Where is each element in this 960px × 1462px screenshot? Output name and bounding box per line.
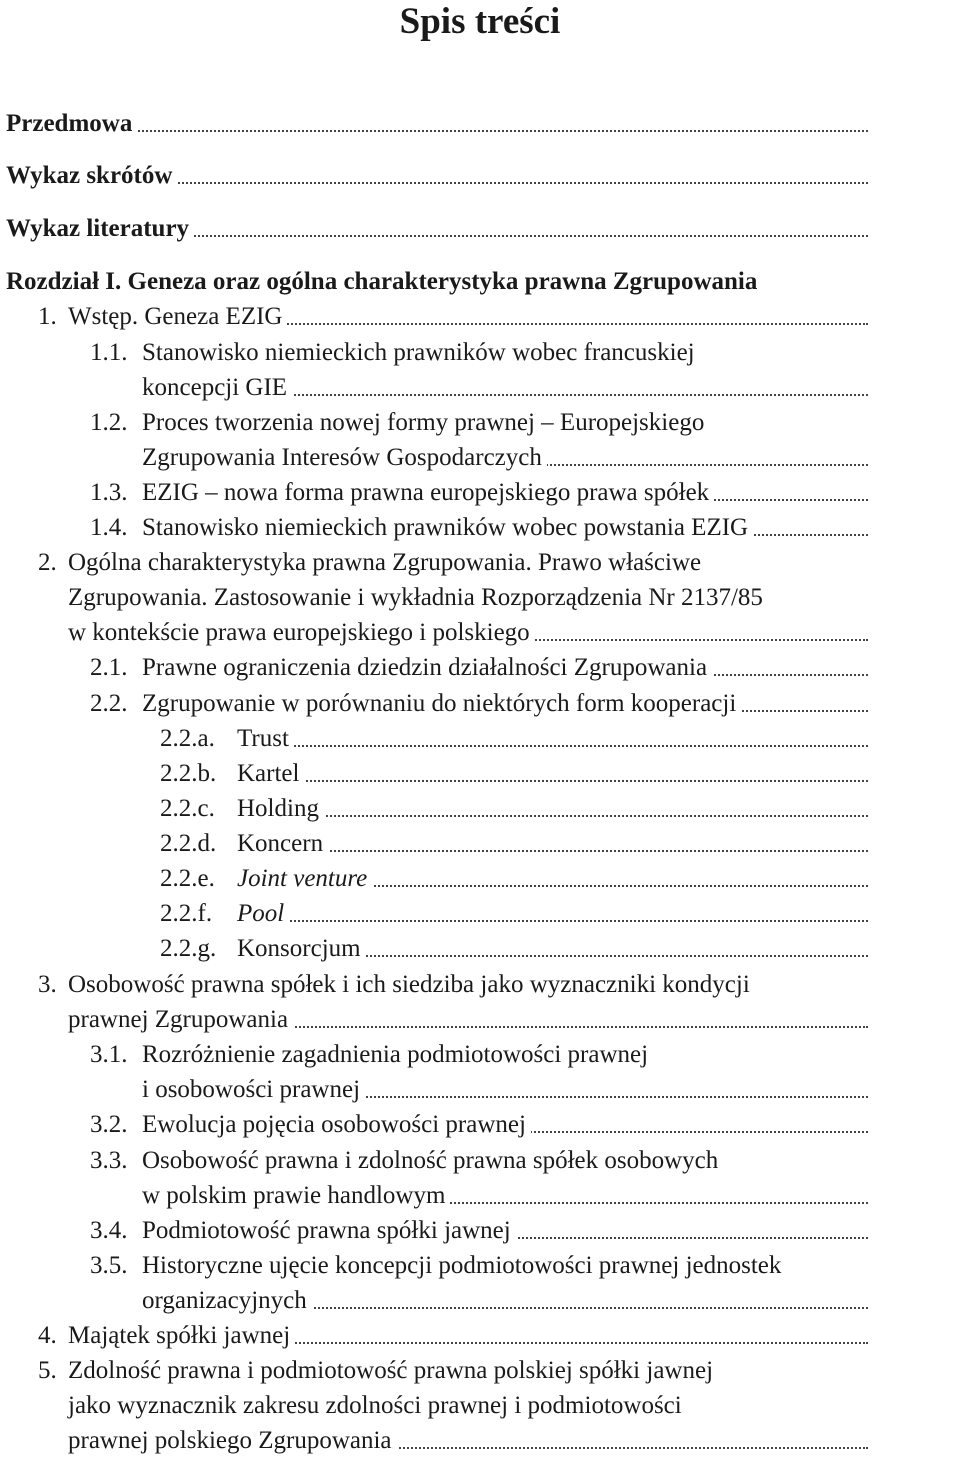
entry-title-continuation: Stanowisko niemieckich prawników wobec francuskiej	[142, 335, 700, 370]
entry-title: Wykaz skrótów	[6, 158, 177, 193]
entry-title: organizacyjnych	[142, 1283, 312, 1318]
entry-title: w polskim prawie handlowym	[142, 1178, 450, 1213]
entry-number: 2.2.f.	[160, 900, 213, 927]
entry-title: Holding	[237, 791, 324, 826]
entry-number: 3.3.	[90, 1147, 128, 1174]
entry-number: 2.2.	[90, 690, 128, 717]
dot-leader	[237, 896, 868, 931]
entry-number: 1.2.	[90, 409, 128, 436]
entry-number: 3.5.	[90, 1252, 128, 1279]
page-title: Spis treści	[399, 1, 561, 42]
entry-title-continuation: Rozróżnienie zagadnienia podmiotowości prawnej	[142, 1037, 653, 1072]
entry-title: Podmiotowość prawna spółki jawnej	[142, 1213, 516, 1248]
entry-title-continuation: Osobowość prawna i zdolność prawna spółek osobowych	[142, 1143, 723, 1178]
entry-title: Trust	[237, 721, 294, 756]
entry-number: 2.1.	[90, 654, 128, 681]
entry-title-continuation: Osobowość prawna spółek i ich siedziba jako wyznaczniki kondycji	[68, 967, 755, 1002]
entry-number: 2.2.c.	[160, 795, 215, 822]
entry-title-continuation: Proces tworzenia nowej formy prawnej – Europejskiego	[142, 405, 709, 440]
entry-title: w kontekście prawa europejskiego i polskiego	[68, 615, 535, 650]
entry-number: 2.2.b.	[160, 760, 217, 787]
entry-number: 5.	[38, 1357, 57, 1384]
entry-number: 3.1.	[90, 1041, 128, 1068]
entry-number: 4.	[38, 1322, 57, 1349]
entry-title: Joint venture	[237, 861, 372, 896]
entry-title: Majątek spółki jawnej	[68, 1318, 295, 1353]
entry-number: 2.2.e.	[160, 865, 215, 892]
entry-title: Wykaz literatury	[6, 211, 194, 246]
dot-leader	[237, 721, 868, 756]
entry-number: 2.2.d.	[160, 830, 217, 857]
entry-title: Stanowisko niemieckich prawników wobec powstania EZIG	[142, 510, 753, 545]
entry-title: Zgrupowania Interesów Gospodarczych	[142, 440, 547, 475]
entry-title: koncepcji GIE	[142, 370, 292, 405]
dot-leader	[237, 791, 868, 826]
entry-title-continuation: Historyczne ujęcie koncepcji podmiotowości prawnej jednostek	[142, 1248, 786, 1283]
entry-number: 2.	[38, 549, 57, 576]
entry-title-continuation: Zgrupowania. Zastosowanie i wykładnia Rozporządzenia Nr 2137/85	[68, 580, 768, 615]
entry-title: Prawne ograniczenia dziedzin działalności Zgrupowania	[142, 650, 712, 685]
entry-number: 3.	[38, 971, 57, 998]
entry-number: 3.2.	[90, 1111, 128, 1138]
entry-title-continuation: jako wyznacznik zakresu zdolności prawnej i podmiotowości	[68, 1388, 687, 1423]
entry-title: prawnej polskiego Zgrupowania	[68, 1423, 397, 1458]
entry-title: Przedmowa	[6, 106, 137, 141]
entry-title: Wstęp. Geneza EZIG	[68, 299, 287, 334]
entry-title: EZIG – nowa forma prawna europejskiego prawa spółek	[142, 475, 714, 510]
entry-number: 1.4.	[90, 514, 128, 541]
entry-title: Pool	[237, 896, 289, 931]
entry-title-continuation: Zdolność prawna i podmiotowość prawna polskiej spółki jawnej	[68, 1353, 718, 1388]
entry-number: 2.2.a.	[160, 725, 215, 752]
dot-leader	[237, 826, 868, 861]
entry-title: Zgrupowanie w porównaniu do niektórych form kooperacji	[142, 686, 741, 721]
entry-title: Koncern	[237, 826, 328, 861]
entry-number: 3.4.	[90, 1217, 128, 1244]
entry-title: Ewolucja pojęcia osobowości prawnej	[142, 1107, 531, 1142]
entry-title: Kartel	[237, 756, 304, 791]
entry-title: Rozdział I. Geneza oraz ogólna charakterystyka prawna Zgrupowania	[6, 264, 762, 299]
entry-number: 1.	[38, 303, 57, 330]
entry-number: 2.2.g.	[160, 935, 217, 962]
entry-title: Konsorcjum	[237, 931, 366, 966]
entry-title: prawnej Zgrupowania	[68, 1002, 293, 1037]
entry-number: 1.3.	[90, 479, 128, 506]
dot-leader	[237, 756, 868, 791]
entry-title: i osobowości prawnej	[142, 1072, 365, 1107]
entry-title-continuation: Ogólna charakterystyka prawna Zgrupowania. Prawo właściwe	[68, 545, 706, 580]
entry-number: 1.1.	[90, 339, 128, 366]
